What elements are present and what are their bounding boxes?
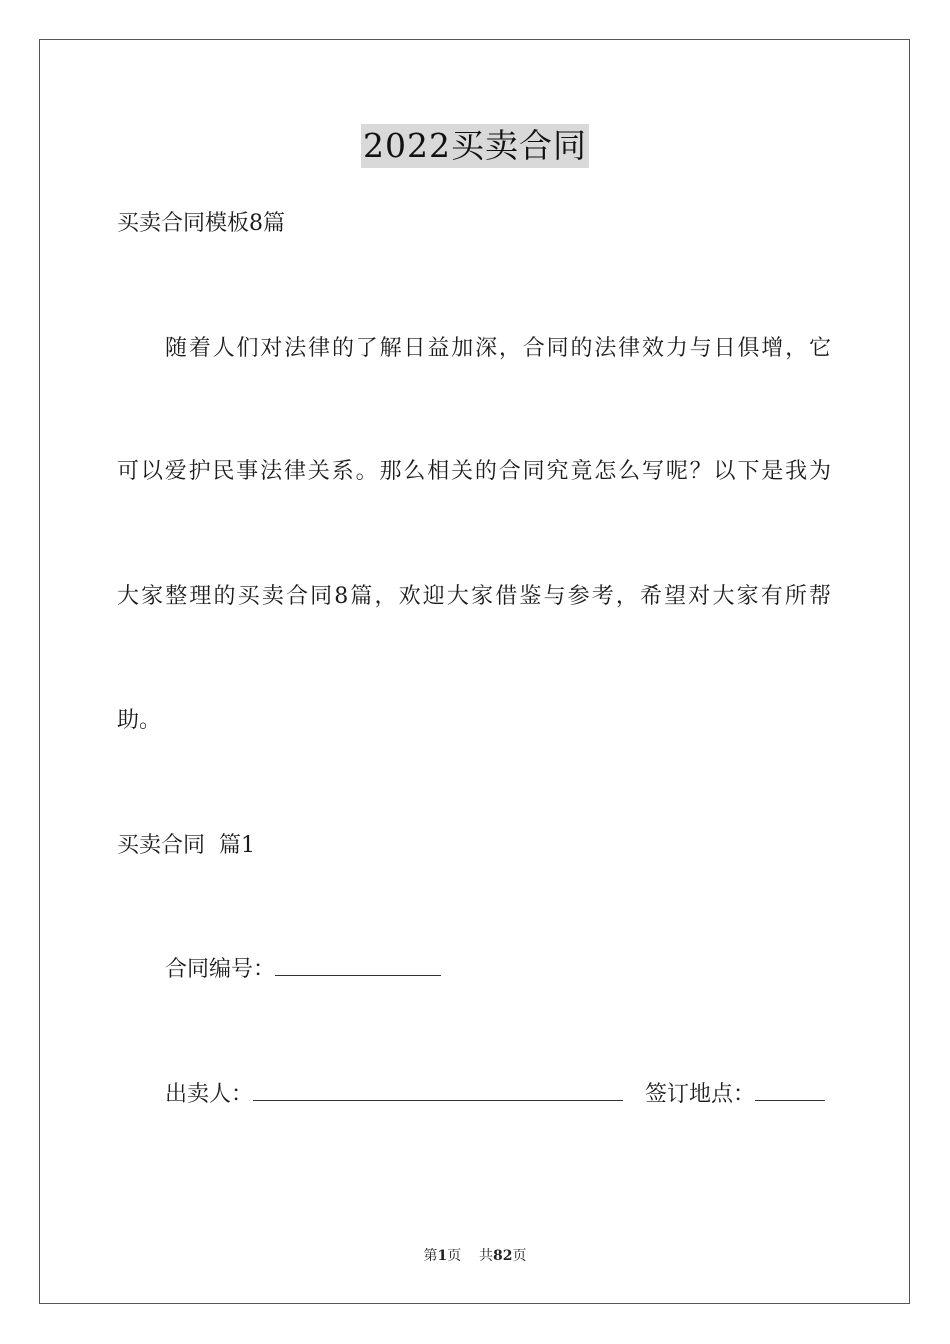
document-subtitle: 买卖合同模板8篇 bbox=[117, 211, 285, 236]
intro-line-1: 随着人们对法律的了解日益加深，合同的法律效力与日俱增，它 bbox=[165, 336, 831, 361]
section-heading: 买卖合同 篇1 bbox=[117, 833, 255, 858]
intro-line-4: 助。 bbox=[117, 708, 162, 733]
footer-prefix: 第 bbox=[423, 1248, 438, 1264]
signing-place-blank[interactable] bbox=[755, 1082, 825, 1101]
title-container bbox=[0, 124, 950, 168]
seller-label: 出卖人： bbox=[165, 1082, 254, 1107]
footer-suffix: 页 bbox=[512, 1248, 527, 1264]
signing-place-label: 签订地点： bbox=[645, 1082, 756, 1107]
intro-line-3: 大家整理的买卖合同8篇，欢迎大家借鉴与参考，希望对大家有所帮 bbox=[117, 584, 831, 609]
contract-number-label: 合同编号： bbox=[165, 957, 276, 982]
page-title: 2022买卖合同 bbox=[361, 124, 589, 168]
seller-blank[interactable] bbox=[253, 1082, 623, 1101]
seller-row bbox=[165, 1080, 623, 1110]
intro-line-2: 可以爱护民事法律关系。那么相关的合同究竟怎么写呢？以下是我为 bbox=[117, 459, 831, 484]
footer-mid: 页 共 bbox=[447, 1248, 494, 1264]
footer-page-total: 82 bbox=[493, 1248, 513, 1264]
contract-number-row bbox=[165, 955, 441, 985]
page-footer bbox=[0, 1246, 950, 1266]
signing-place-row bbox=[645, 1080, 825, 1110]
footer-page-current: 1 bbox=[437, 1248, 448, 1264]
contract-number-blank[interactable] bbox=[275, 957, 441, 976]
